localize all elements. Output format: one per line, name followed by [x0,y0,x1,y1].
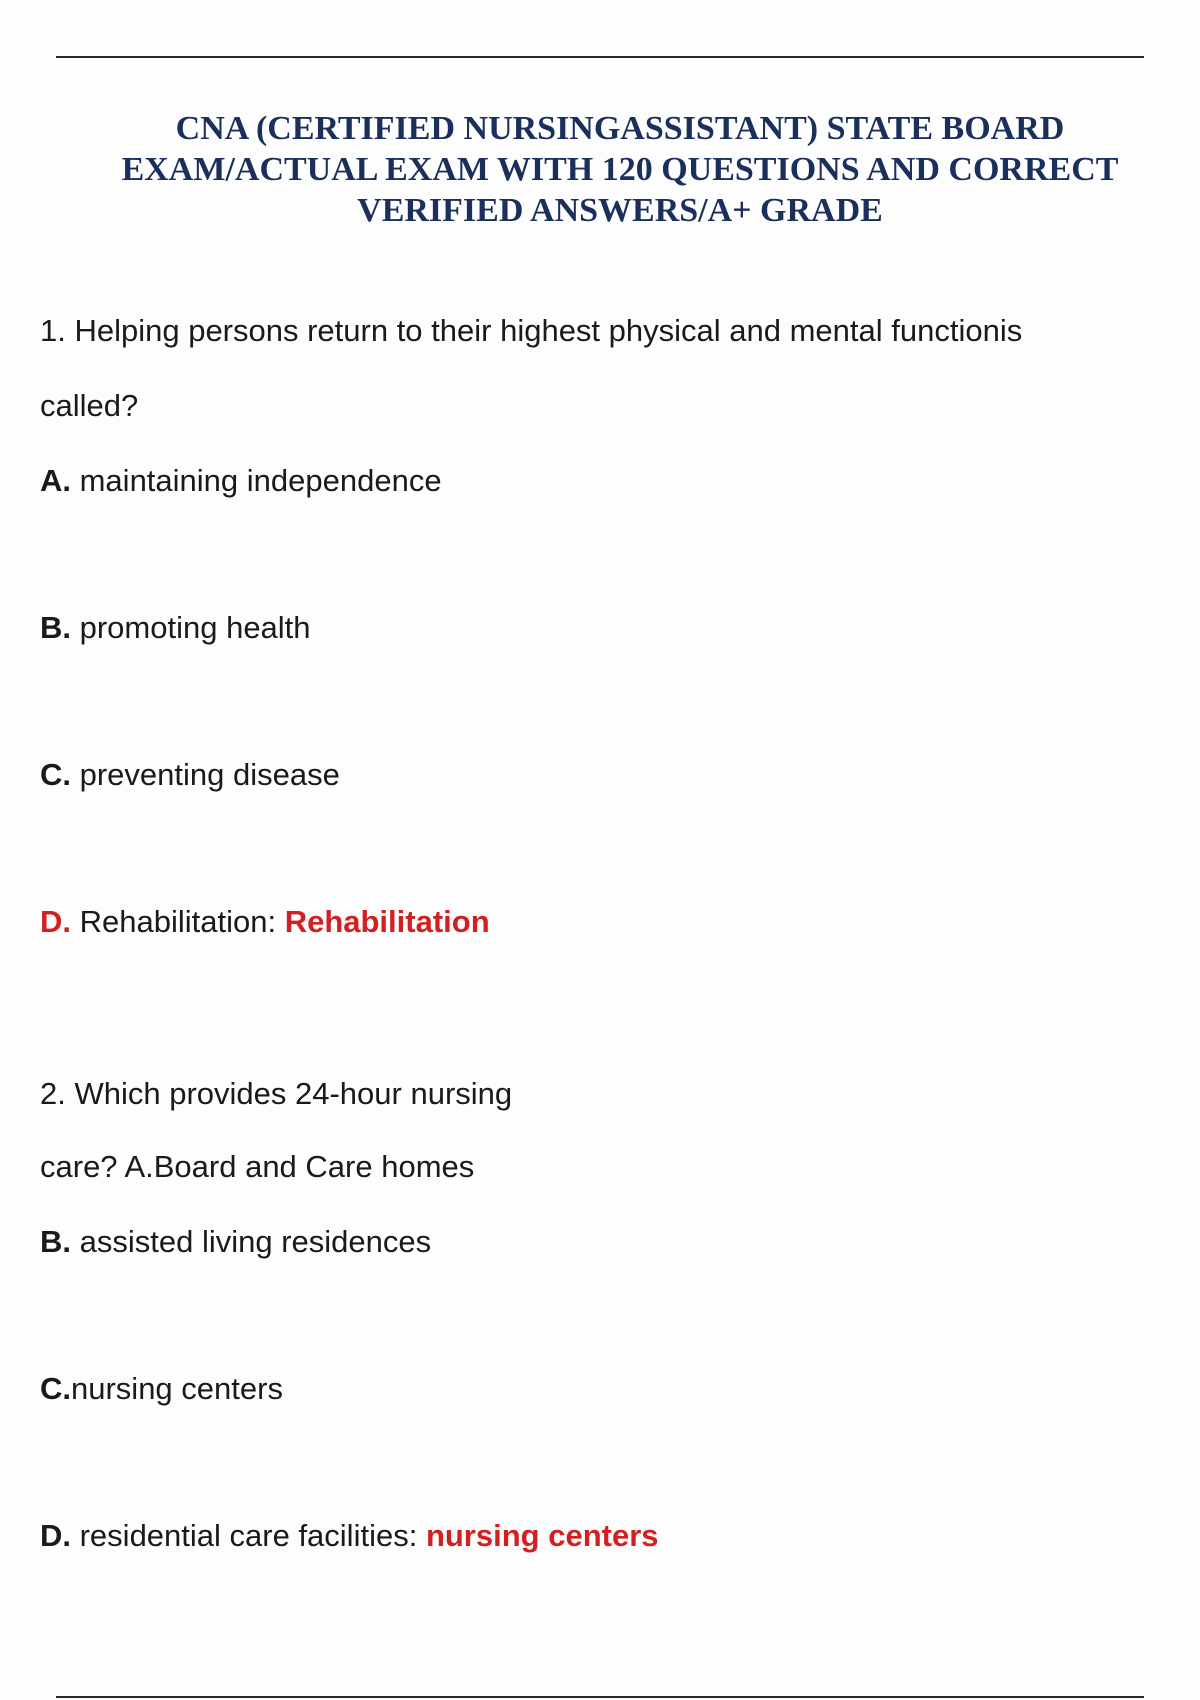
option-letter: D. [40,1518,71,1553]
correct-answer: Rehabilitation [284,904,490,939]
question-2-option-b [40,1222,431,1262]
title-line-1: CNA (CERTIFIED NURSINGASSISTANT) STATE BOARD [175,110,1065,147]
option-letter: C. [40,1371,71,1406]
option-letter-correct: D. [40,904,71,939]
document-title [90,108,1150,231]
option-text: preventing disease [71,757,340,792]
question-2-stem-line-2: care? A.Board and Care homes [40,1149,475,1184]
question-1-stem-line-2: called? [40,388,139,423]
option-text: nursing centers [71,1371,283,1406]
option-letter: A. [40,463,71,498]
question-2-option-c [40,1369,283,1409]
option-text: assisted living residences [71,1224,432,1259]
question-1-option-d [40,902,490,942]
option-text: promoting health [71,610,311,645]
option-text: Rehabilitation: [71,904,285,939]
option-letter: C. [40,757,71,792]
bottom-rule [56,1696,1144,1698]
question-1-option-c [40,755,340,795]
option-text: maintaining independence [71,463,442,498]
title-line-2: EXAM/ACTUAL EXAM WITH 120 QUESTIONS AND CORRECT [121,151,1119,188]
option-letter: B. [40,610,71,645]
question-1-option-b [40,608,311,648]
title-line-3: VERIFIED ANSWERS/A+ GRADE [357,192,883,229]
question-2-stem-line-1: 2. Which provides 24-hour nursing [40,1076,513,1111]
top-rule [56,56,1144,58]
option-letter: B. [40,1224,71,1259]
question-1-option-a [40,461,442,501]
correct-answer: nursing centers [425,1518,659,1553]
question-1-stem-line-1: 1. Helping persons return to their highest physical and mental functionis [40,313,1023,348]
option-text: residential care facilities: [71,1518,426,1553]
question-2-option-d [40,1516,659,1556]
